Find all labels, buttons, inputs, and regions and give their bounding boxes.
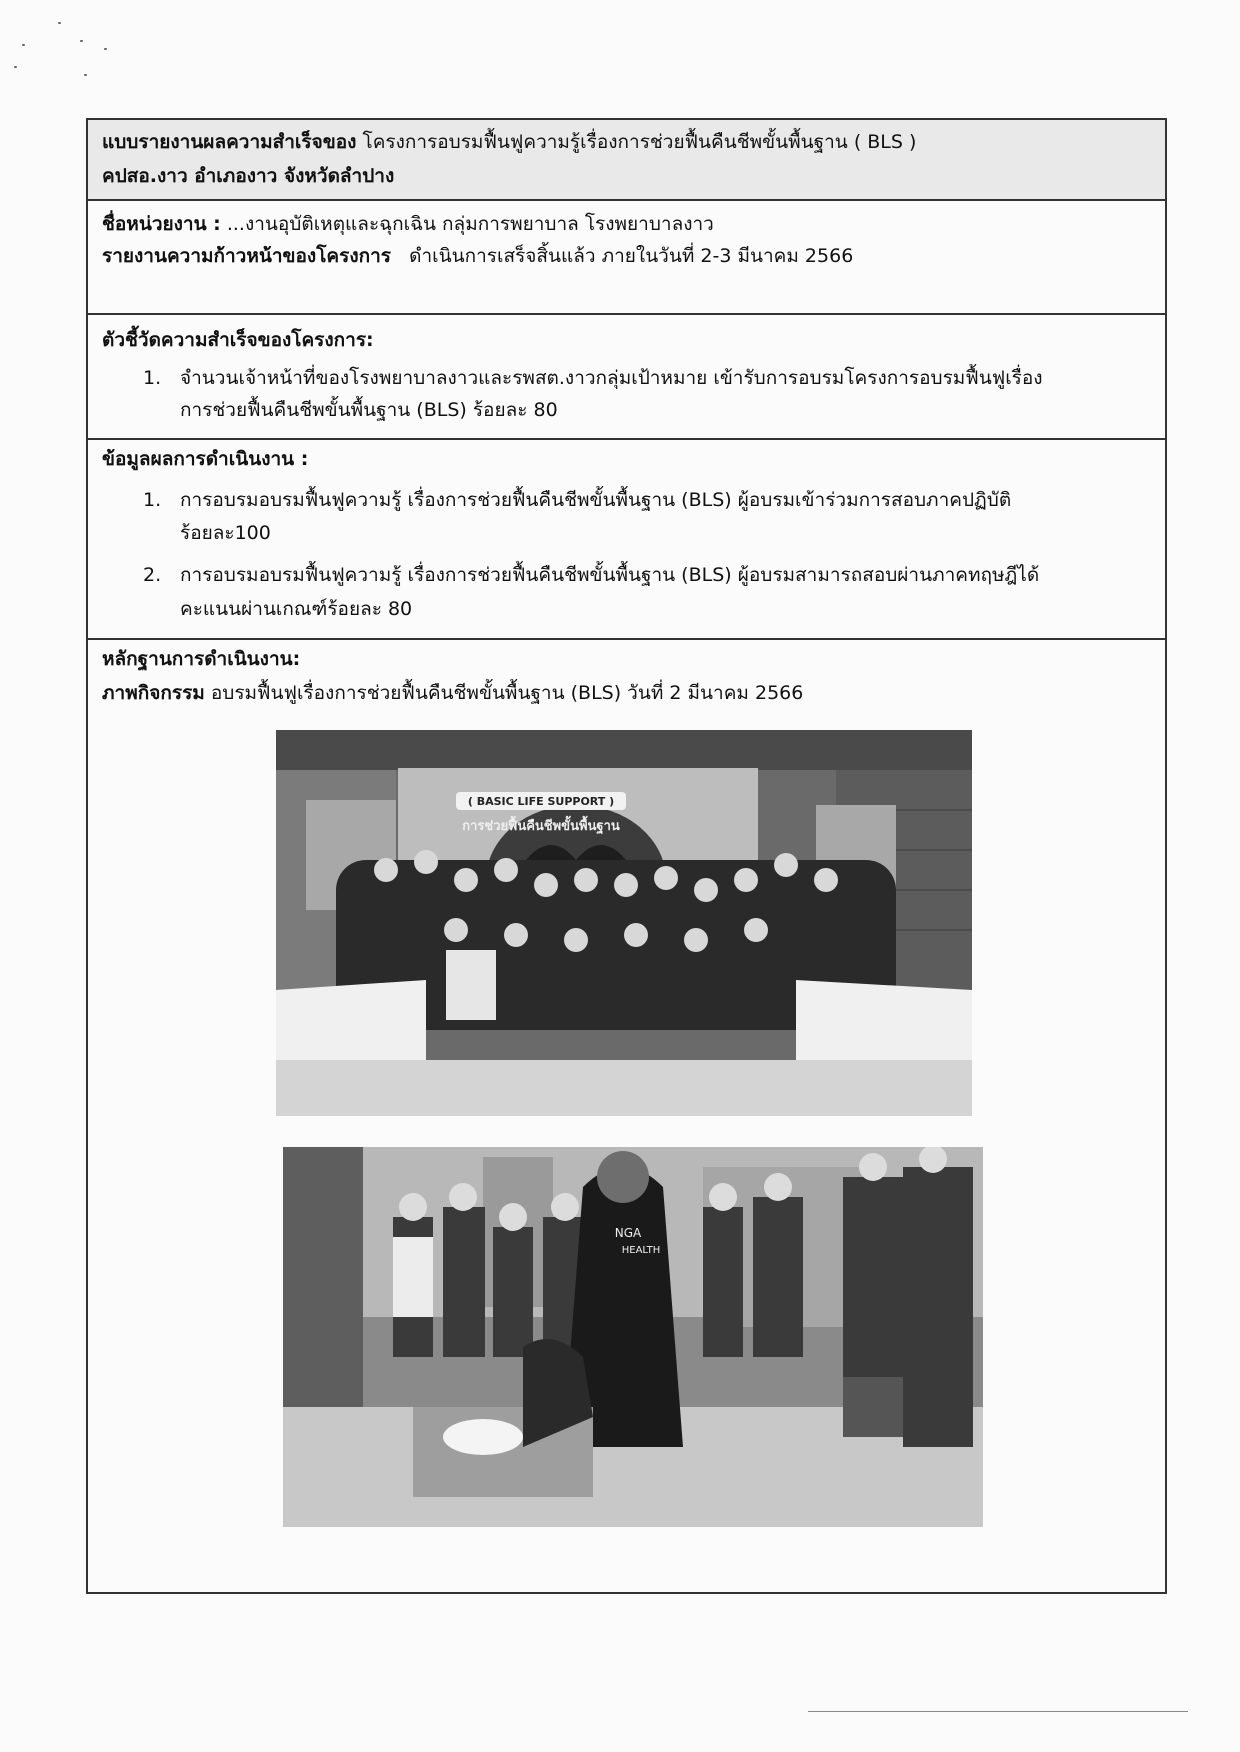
progress-line: รายงานความก้าวหน้าของโครงการ ดำเนินการเสร็จสิ้นแล้ว ภายในวันที่ 2-3 มีนาคม 2566 [102, 245, 854, 267]
header-row [88, 120, 1165, 201]
result-1-line-1: การอบรมอบรมฟื้นฟูความรู้ เรื่องการช่วยฟื้นคืนชีพขั้นพื้นฐาน (BLS) ผู้อบรมเข้าร่วมการสอบภาคปฏิบัติ [180, 489, 1012, 511]
indicators-row [88, 315, 1165, 440]
indicator-number: 1. [143, 367, 162, 389]
indicator-line-1: จำนวนเจ้าหน้าที่ของโรงพยาบาลงาวและรพสต.งาวกลุ่มเป้าหมาย เข้ารับการอบรมโครงการอบรมฟื้นฟูเรื่อง [180, 367, 1043, 389]
shirt-text: NGA [614, 1226, 642, 1240]
report-title: แบบรายงานผลความสำเร็จของ โครงการอบรมฟื้นฟูความรู้เรื่องการช่วยฟื้นคืนชีพขั้นพื้นฐาน ( BLS ) [102, 131, 917, 153]
indicator-line-2: การช่วยฟื้นคืนชีพขั้นพื้นฐาน (BLS) ร้อยละ 80 [180, 399, 558, 421]
org-line: คปสอ.งาว อำเภองาว จังหวัดลำปาง [102, 165, 395, 187]
result-number-2: 2. [143, 564, 162, 586]
footer-rule [808, 1711, 1188, 1712]
results-row [88, 440, 1165, 640]
result-2-line-1: การอบรมอบรมฟื้นฟูความรู้ เรื่องการช่วยฟื้นคืนชีพขั้นพื้นฐาน (BLS) ผู้อบรมสามารถสอบผ่านภาคทฤษฎีได้ [180, 564, 1040, 586]
evidence-heading: หลักฐานการดำเนินงาน: [102, 648, 301, 670]
cpr-practice-photo [283, 1147, 983, 1527]
results-heading: ข้อมูลผลการดำเนินงาน : [102, 448, 309, 470]
result-2-line-2: คะแนนผ่านเกณฑ์ร้อยละ 80 [180, 598, 413, 620]
result-number-1: 1. [143, 489, 162, 511]
shirt-text-2: HEALTH [621, 1245, 661, 1256]
unit-row [88, 201, 1165, 315]
unit-line: ชื่อหน่วยงาน : ...งานอุบัติเหตุและฉุกเฉิน กลุ่มการพยาบาล โรงพยาบาลงาว [102, 213, 714, 235]
banner-subtitle: การช่วยฟื้นคืนชีพขั้นพื้นฐาน [462, 819, 620, 834]
result-1-line-2: ร้อยละ100 [180, 522, 271, 544]
group-photo [276, 730, 972, 1116]
banner-title: ( BASIC LIFE SUPPORT ) [467, 795, 615, 808]
indicators-heading: ตัวชี้วัดความสำเร็จของโครงการ: [102, 329, 374, 351]
activity-line: ภาพกิจกรรม อบรมฟื้นฟูเรื่องการช่วยฟื้นคืนชีพขั้นพื้นฐาน (BLS) วันที่ 2 มีนาคม 2566 [102, 682, 804, 704]
